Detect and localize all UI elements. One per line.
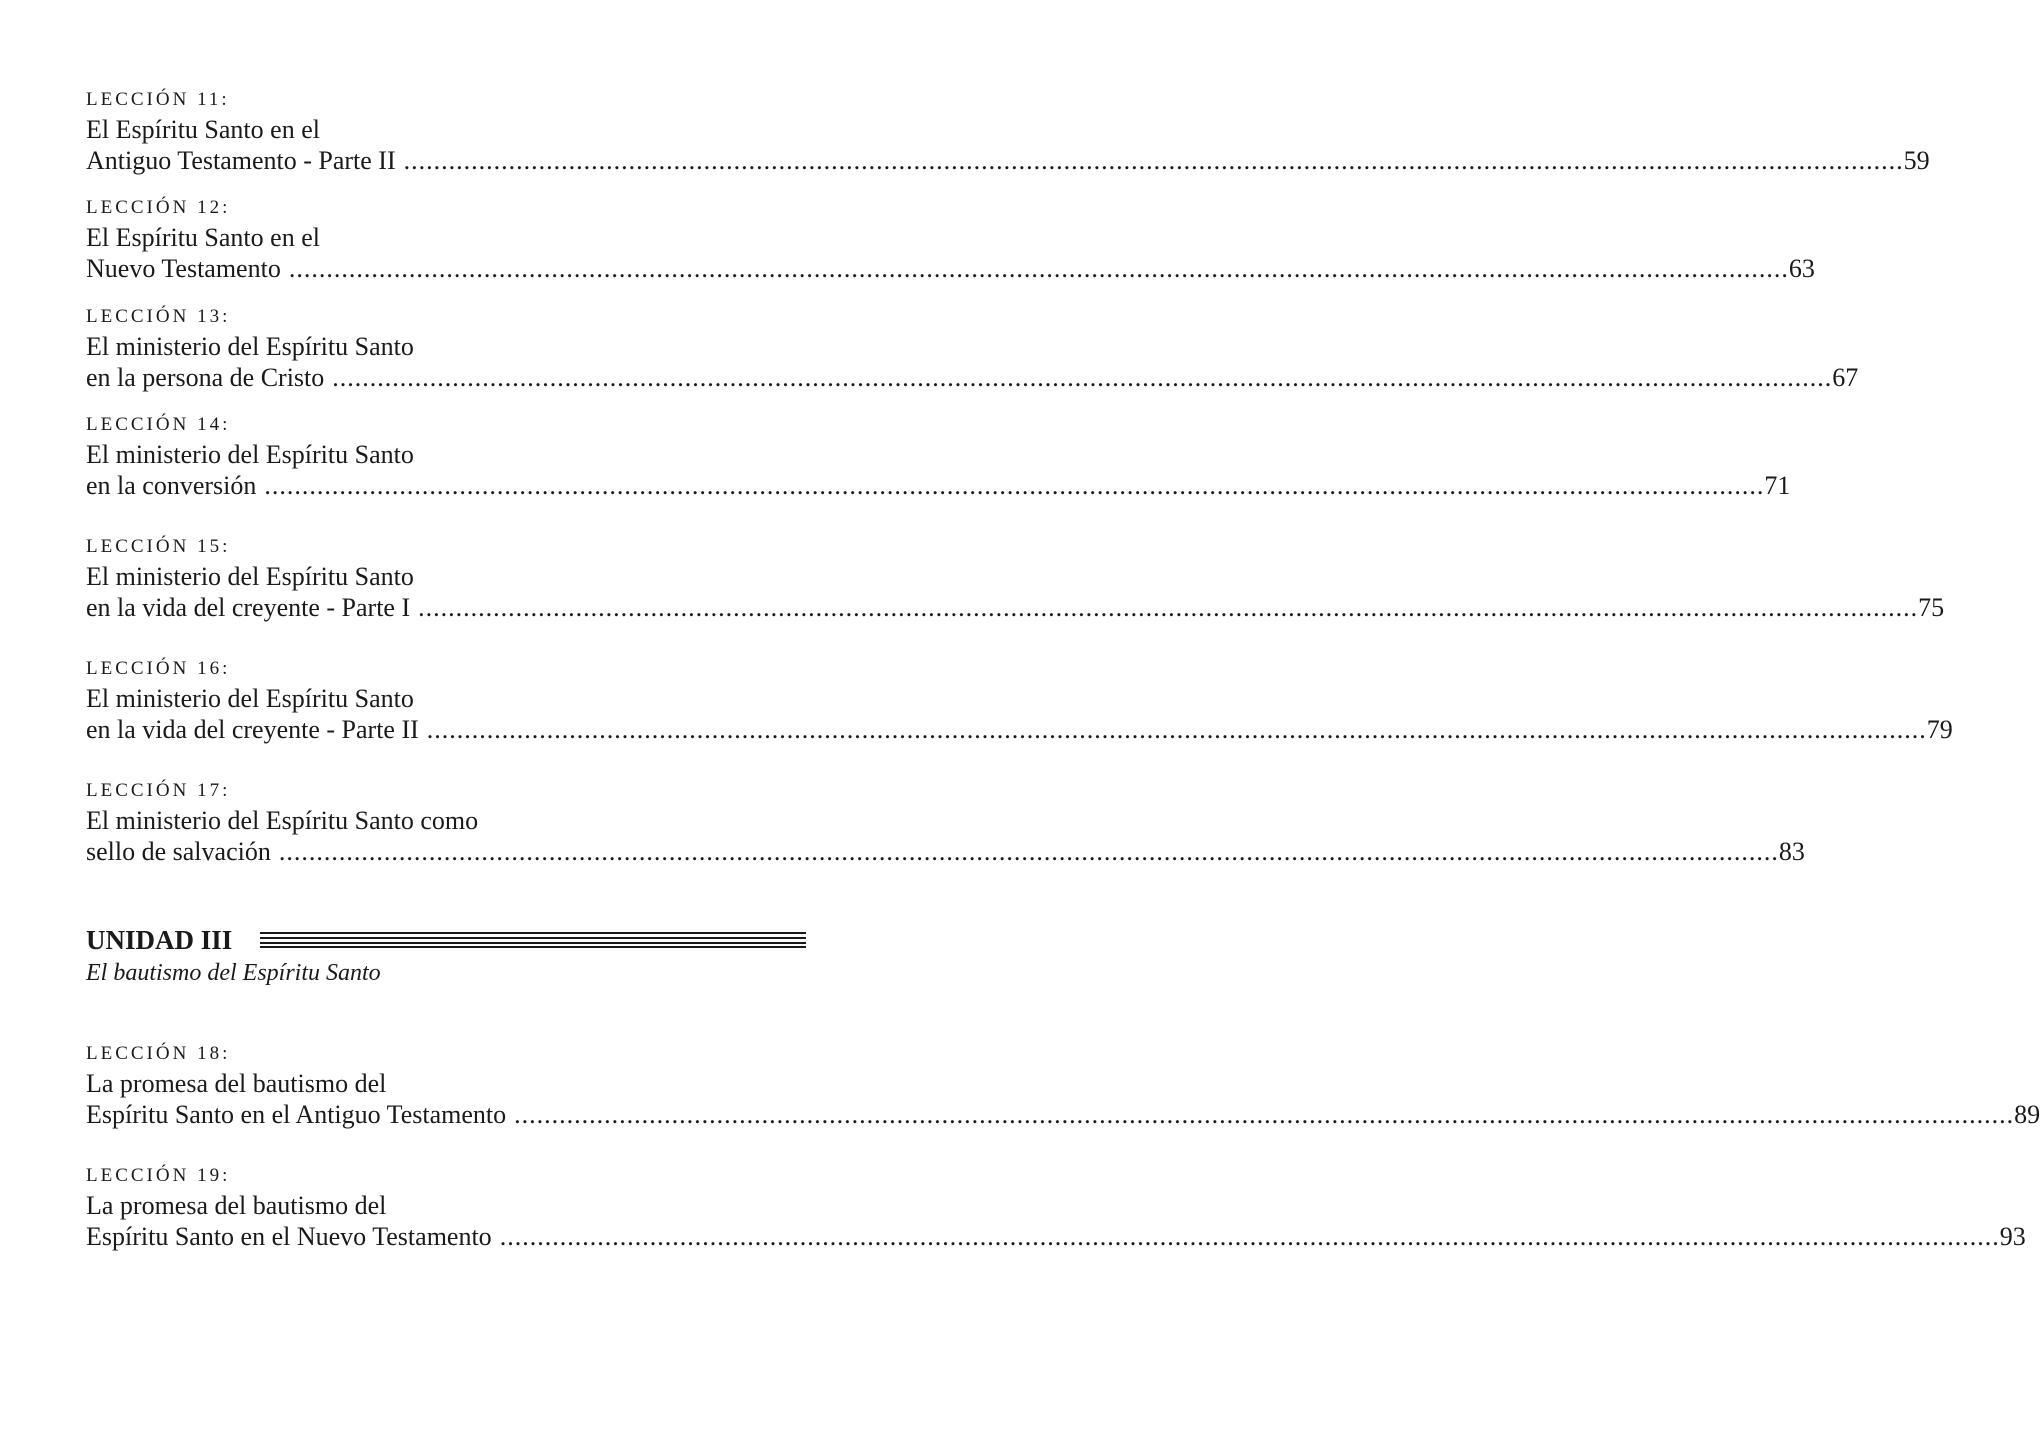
toc-entry-lesson-19[interactable] [86, 1164, 2026, 1252]
lesson-label: LECCIÓN 15: [86, 536, 231, 557]
lesson-label: LECCIÓN 13: [86, 306, 231, 327]
dot-leader: ........................................................................................................................................................................................................ [499, 1222, 2000, 1251]
dot-leader: ........................................................................................................................................................................................................ [514, 1100, 2015, 1129]
lesson-label: LECCIÓN 19: [86, 1165, 231, 1186]
lesson-title-text: sello de salvación [86, 837, 271, 866]
toc-entry-lesson-15[interactable] [86, 535, 1945, 623]
lesson-title-line-1: El Espíritu Santo en el [86, 223, 320, 252]
toc-entry-lesson-12[interactable] [86, 196, 1815, 284]
unit-heading [86, 924, 806, 988]
dot-leader: ........................................................................................................................................................................................................ [403, 146, 1904, 175]
lesson-title-text: Espíritu Santo en el Nuevo Testamento [86, 1222, 492, 1251]
lesson-title-line-1: El ministerio del Espíritu Santo [86, 440, 414, 469]
lesson-title-line-2 [86, 836, 1805, 867]
unit-decorative-rule [260, 932, 806, 948]
toc-entry-lesson-18[interactable] [86, 1042, 2040, 1130]
lesson-title-line-1: El ministerio del Espíritu Santo [86, 684, 414, 713]
lesson-title-text: en la persona de Cristo [86, 363, 325, 392]
lesson-title-line-1: El ministerio del Espíritu Santo como [86, 806, 479, 835]
lesson-title-text: en la vida del creyente - Parte I [86, 593, 411, 622]
unit-subtitle: El bautismo del Espíritu Santo [86, 960, 381, 986]
page-number: 89 [2014, 1100, 2040, 1129]
lesson-label: LECCIÓN 14: [86, 414, 231, 435]
lesson-title-text: en la conversión [86, 471, 257, 500]
unit-title-row [86, 924, 806, 956]
lesson-title-line-2 [86, 145, 1930, 176]
lesson-label: LECCIÓN 16: [86, 658, 231, 679]
page-number: 79 [1926, 715, 1953, 744]
dot-leader: ........................................................................................................................................................................................................ [264, 471, 1765, 500]
lesson-title-line-2 [86, 470, 1791, 501]
lesson-label: LECCIÓN 11: [86, 89, 230, 110]
lesson-title-line-1: El Espíritu Santo en el [86, 115, 320, 144]
page-number: 93 [1999, 1222, 2026, 1251]
lesson-label: LECCIÓN 17: [86, 780, 231, 801]
page-number: 63 [1788, 254, 1815, 283]
toc-entry-lesson-13[interactable] [86, 305, 1859, 393]
lesson-title-line-1: El ministerio del Espíritu Santo [86, 562, 414, 591]
lesson-title-line-2 [86, 362, 1859, 393]
lesson-title-text: Antiguo Testamento - Parte II [86, 146, 396, 175]
lesson-title-line-2 [86, 253, 1815, 284]
lesson-title-line-2 [86, 1099, 2040, 1130]
page-number: 83 [1778, 837, 1805, 866]
lesson-title-text: Nuevo Testamento [86, 254, 281, 283]
lesson-title-line-1: La promesa del bautismo del [86, 1069, 387, 1098]
toc-entry-lesson-11[interactable] [86, 88, 1930, 176]
dot-leader: ........................................................................................................................................................................................................ [288, 254, 1789, 283]
page-number: 67 [1832, 363, 1859, 392]
dot-leader: ........................................................................................................................................................................................................ [426, 715, 1927, 744]
dot-leader: ........................................................................................................................................................................................................ [418, 593, 1919, 622]
lesson-label: LECCIÓN 12: [86, 197, 231, 218]
lesson-title-text: Espíritu Santo en el Antiguo Testamento [86, 1100, 507, 1129]
lesson-title-line-1: El ministerio del Espíritu Santo [86, 332, 414, 361]
toc-entry-lesson-17[interactable] [86, 779, 1805, 867]
page-number: 59 [1903, 146, 1930, 175]
dot-leader: ........................................................................................................................................................................................................ [332, 363, 1833, 392]
lesson-title-line-2 [86, 1221, 2026, 1252]
page-number: 71 [1764, 471, 1791, 500]
lesson-label: LECCIÓN 18: [86, 1043, 231, 1064]
dot-leader: ........................................................................................................................................................................................................ [278, 837, 1779, 866]
toc-entry-lesson-16[interactable] [86, 657, 1953, 745]
lesson-title-line-1: La promesa del bautismo del [86, 1191, 387, 1220]
unit-title: UNIDAD III [86, 925, 233, 955]
lesson-title-text: en la vida del creyente - Parte II [86, 715, 419, 744]
lesson-title-line-2 [86, 714, 1953, 745]
toc-entry-lesson-14[interactable] [86, 413, 1791, 501]
page-number: 75 [1918, 593, 1945, 622]
lesson-title-line-2 [86, 592, 1945, 623]
